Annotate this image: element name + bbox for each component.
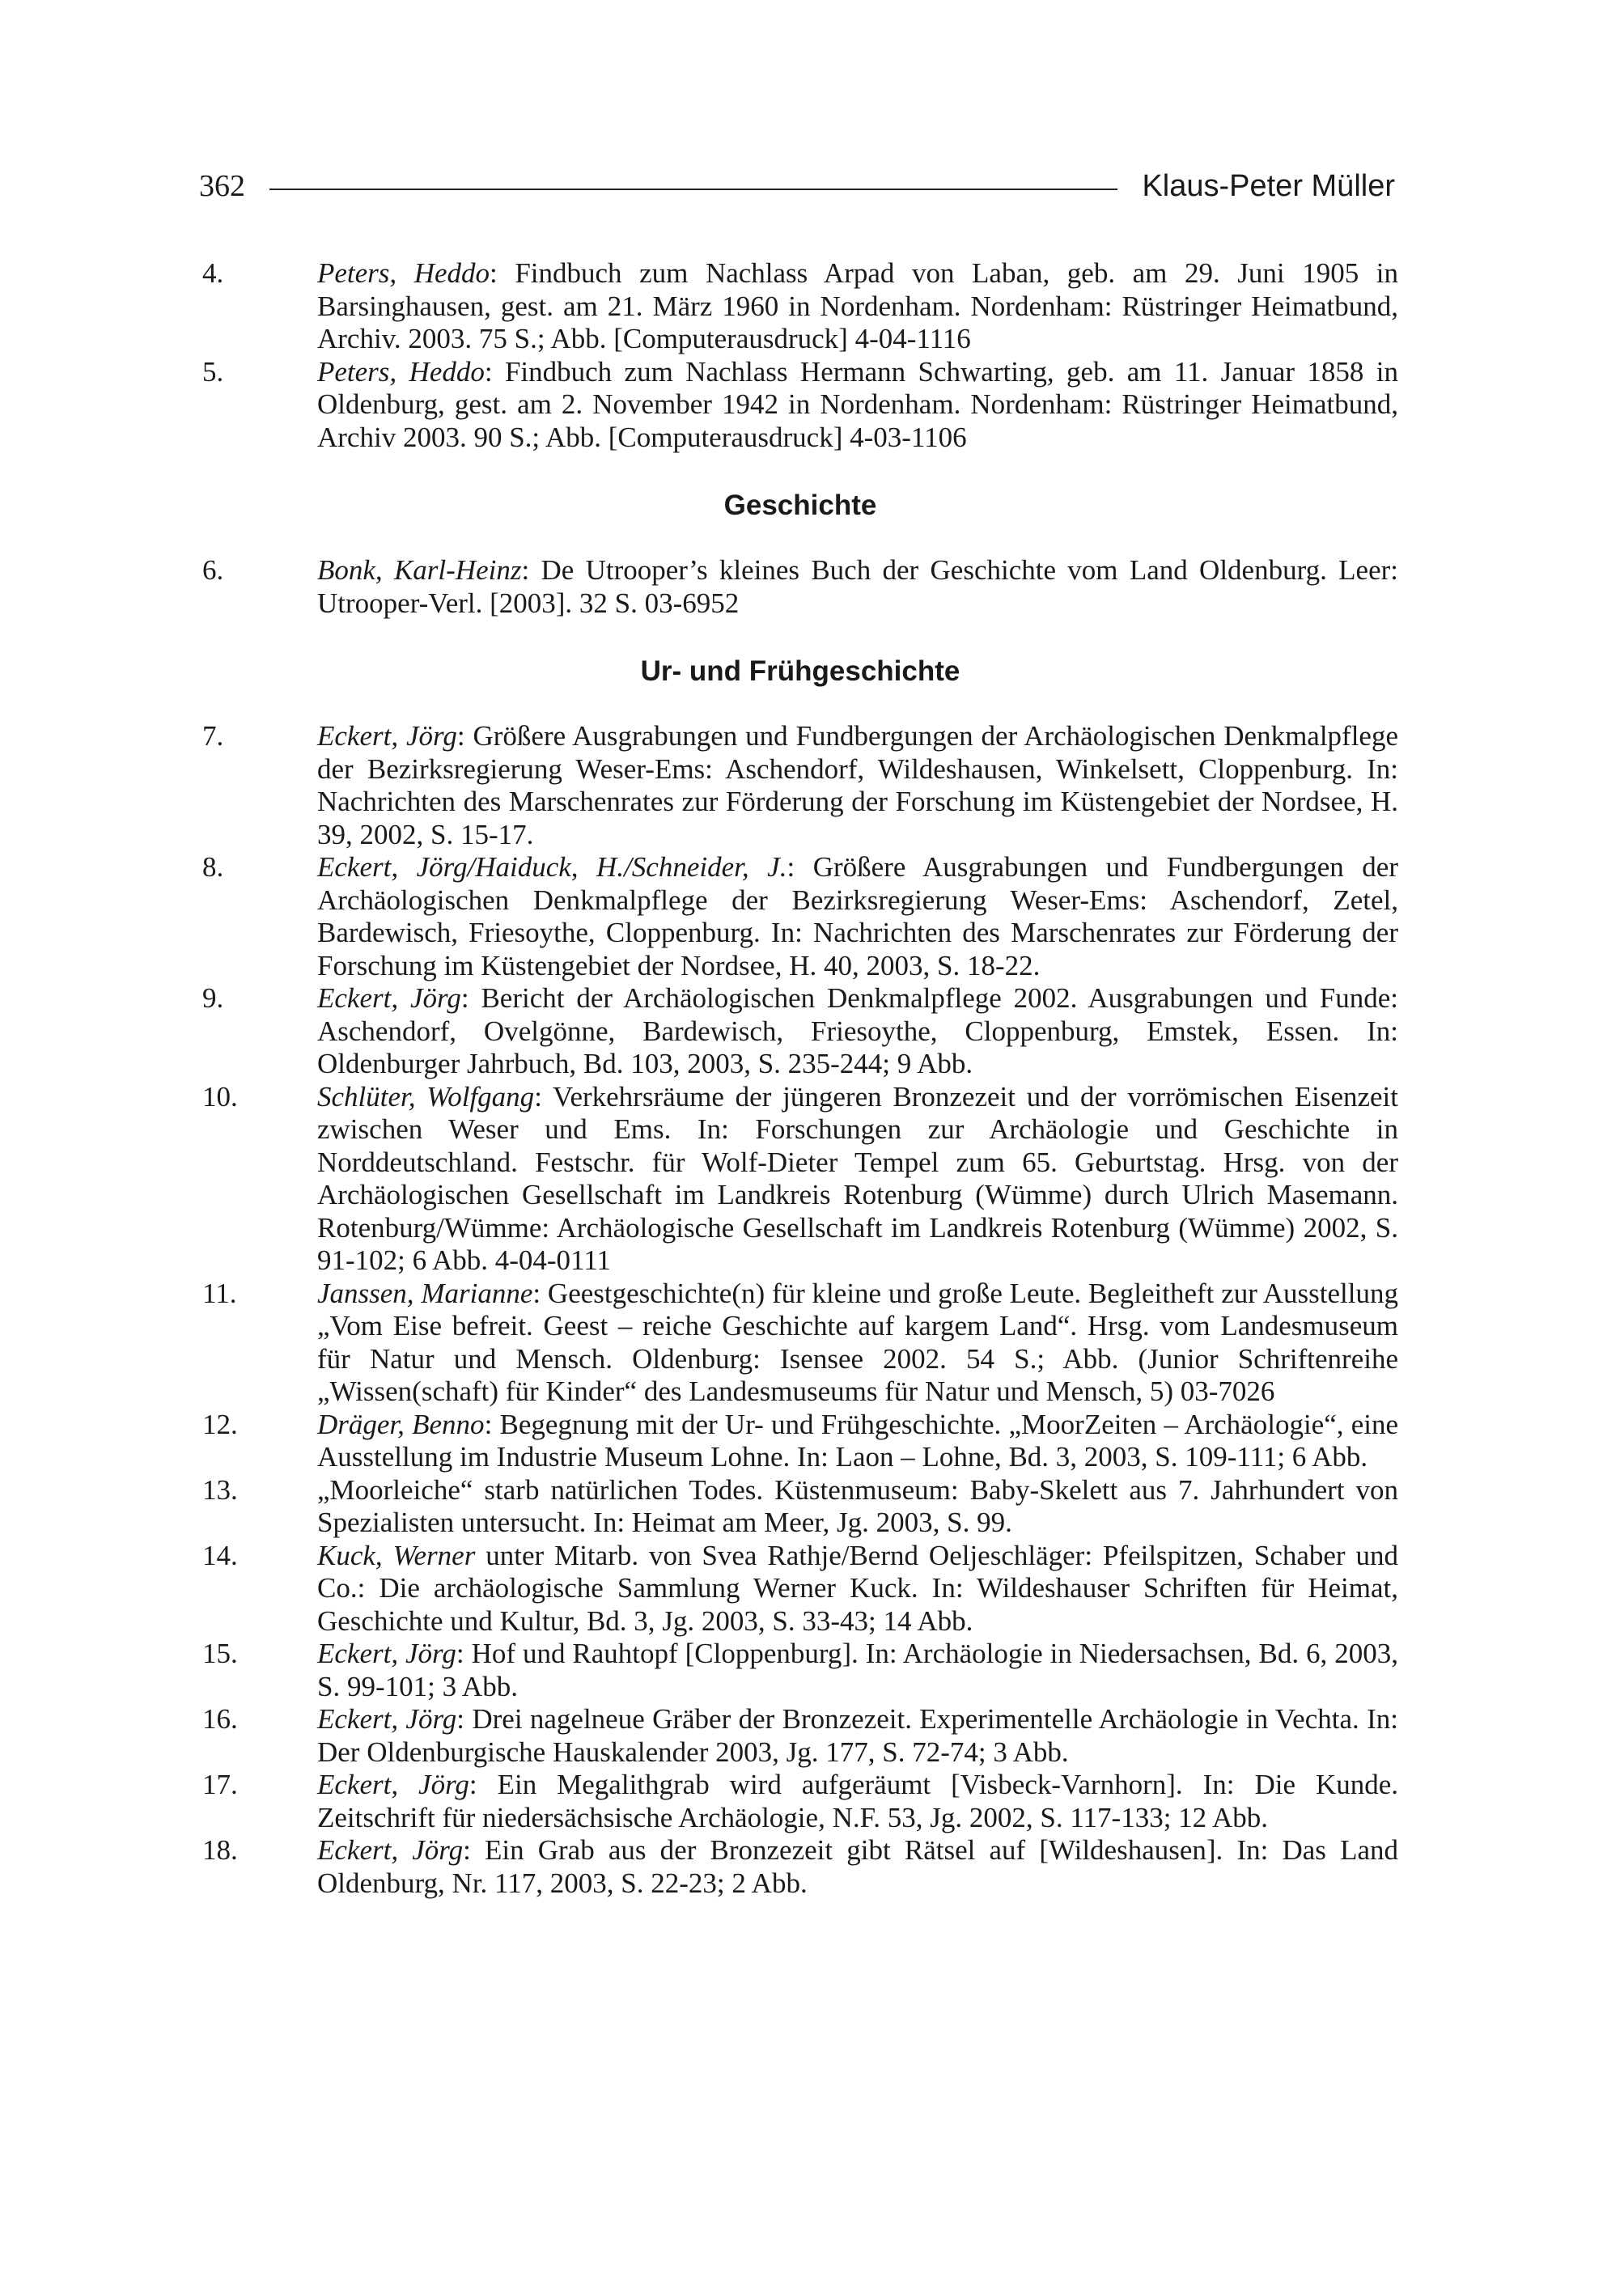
entry-text: [317, 1638, 1398, 1703]
entry-number: 8.: [202, 851, 224, 883]
entry-author: Eckert, Jörg: [317, 1638, 456, 1669]
bibliography-entry: [202, 1638, 1398, 1703]
entry-number: 16.: [202, 1703, 238, 1735]
bibliography-entry: [202, 356, 1398, 455]
entry-citation: : Verkehrsräume der jüngeren Bronzezeit und der vorrömischen Eisenzeit zwischen Weser und Ems. In: Forschungen zur Archäologie und Geschichte in Norddeutschland. Festschr. für Wolf-Dieter Tempel zum 65. Geburtstag. Hrsg. von der Archäologischen Gesellschaft im Landkreis Rotenburg (Wümme) durch Ulrich Masemann. Rotenburg/Wümme: Archäologische Gesellschaft im Landkreis Rotenburg (Wümme) 2002, S. 91-102; 6 Abb. 4-04-0111: [317, 1080, 1399, 1276]
entry-citation: unter Mitarb. von Svea Rathje/Bernd Oeljeschläger: Pfeilspitzen, Schaber und Co.: Die archäologische Sammlung Werner Kuck. In: Wildeshauser Schriften für Heimat, Geschichte und Kultur, Bd. 3, Jg. 2003, S. 33-43; 14 Abb.: [317, 1539, 1399, 1637]
section-heading: Geschichte: [723, 490, 877, 521]
bibliography-entry: [202, 1834, 1398, 1900]
bibliography-entry: [202, 1540, 1398, 1638]
entry-author: Janssen, Marianne: [317, 1277, 533, 1309]
bibliography-entry: [202, 982, 1398, 1081]
entry-author: Eckert, Jörg: [317, 982, 461, 1014]
entry-number: 9.: [202, 982, 224, 1014]
entry-number: 18.: [202, 1834, 238, 1866]
entry-text: [317, 982, 1398, 1081]
bibliography-entry: [202, 1278, 1398, 1409]
bibliography-entry: [202, 1081, 1398, 1278]
bibliography-entry: [202, 1474, 1398, 1540]
entry-text: [317, 1474, 1398, 1540]
entry-author: Bonk, Karl-Heinz: [317, 554, 522, 586]
entry-text: [317, 1278, 1398, 1409]
entry-citation: : Größere Ausgrabungen und Fundbergungen der Archäologischen Denkmalpflege der Bezirksregierung Weser-Ems: Aschendorf, Wildeshausen, Winkelsett, Cloppenburg. In: Nachrichten des Marschenrates zur Förderung der Forschung im Küstengebiet der Nordsee, H. 39, 2002, S. 15-17.: [317, 720, 1398, 850]
page-header: [199, 162, 1395, 210]
entry-number: 7.: [202, 720, 224, 752]
entry-citation: : Ein Grab aus der Bronzezeit gibt Rätsel auf [Wildeshausen]. In: Das Land Oldenburg, Nr. 117, 2003, S. 22-23; 2 Abb.: [317, 1834, 1398, 1899]
entry-citation: „Moorleiche“ starb natürlichen Todes. Küstenmuseum: Baby-Skelett aus 7. Jahrhundert von Spezialisten untersucht. In: Heimat am Meer, Jg. 2003, S. 99.: [317, 1473, 1398, 1538]
entry-number: 13.: [202, 1473, 238, 1506]
bibliography-entry: [202, 1769, 1398, 1834]
header-rule: [269, 189, 1117, 190]
entry-text: [317, 1769, 1398, 1834]
entry-text: [317, 1409, 1398, 1474]
entry-text: [317, 1081, 1398, 1278]
entry-citation: : Findbuch zum Nachlass Arpad von Laban, geb. am 29. Juni 1905 in Barsinghausen, gest. am 21. März 1960 in Nordenham. Nordenham: Rüstringer Heimatbund, Archiv. 2003. 75 S.; Abb. [Computerausdruck] 4-04-1116: [317, 257, 1398, 354]
entry-text: [317, 720, 1398, 851]
page-number: 362: [199, 169, 245, 203]
entry-author: Peters, Heddo: [317, 355, 485, 388]
entry-citation: : Geestgeschichte(n) für kleine und große Leute. Begleitheft zur Ausstellung „Vom Eise befreit. Geest – reiche Geschichte auf kargem Land“. Hrsg. vom Landesmuseum für Natur und Mensch. Oldenburg: Isensee 2002. 54 S.; Abb. (Junior Schriftenreihe „Wissen(schaft) für Kinder“ des Landesmuseums für Natur und Mensch, 5) 03-7026: [317, 1277, 1398, 1407]
entry-citation: : Hof und Rauhtopf [Cloppenburg]. In: Archäologie in Niedersachsen, Bd. 6, 2003, S. 99-101; 3 Abb.: [317, 1638, 1399, 1702]
bibliography-content: [202, 257, 1398, 1900]
entry-text: [317, 851, 1398, 982]
bibliography-entry: [202, 1409, 1398, 1474]
entry-citation: : Begegnung mit der Ur- und Frühgeschichte. „MoorZeiten – Archäologie“, eine Ausstellung im Industrie Museum Lohne. In: Laon – Lohne, Bd. 3, 2003, S. 109-111; 6 Abb.: [317, 1408, 1398, 1473]
entry-citation: : Findbuch zum Nachlass Hermann Schwarting, geb. am 11. Januar 1858 in Oldenburg, gest. am 2. November 1942 in Nordenham. Nordenham: Rüstringer Heimatbund, Archiv 2003. 90 S.; Abb. [Computerausdruck] 4-03-1106: [317, 355, 1398, 453]
entry-number: 14.: [202, 1539, 238, 1571]
entry-author: Eckert, Jörg: [317, 1703, 457, 1735]
entry-author: Eckert, Jörg: [317, 720, 457, 752]
entry-author: Eckert, Jörg: [317, 1769, 469, 1800]
entry-text: [317, 257, 1398, 356]
entry-number: 17.: [202, 1769, 238, 1800]
entry-text: [317, 1540, 1398, 1638]
bibliography-entry: [202, 554, 1398, 620]
running-head: Klaus-Peter Müller: [1142, 168, 1395, 203]
entry-number: 6.: [202, 554, 224, 586]
entry-text: [317, 1834, 1398, 1900]
entry-citation: : De Utrooper’s kleines Buch der Geschichte vom Land Oldenburg. Leer: Utrooper-Verl. [2003]. 32 S. 03-6952: [317, 554, 1398, 619]
entry-number: 5.: [202, 355, 224, 388]
entry-author: Schlüter, Wolfgang: [317, 1080, 535, 1113]
entry-author: Dräger, Benno: [317, 1408, 485, 1440]
entry-citation: : Bericht der Archäologischen Denkmalpflege 2002. Ausgrabungen und Funde: Aschendorf, Ovelgönne, Bardewisch, Friesoythe, Cloppenburg, Emstek, Essen. In: Oldenburger Jahrbuch, Bd. 103, 2003, S. 235-244; 9 Abb.: [317, 982, 1398, 1079]
bibliography-entry: [202, 851, 1398, 982]
entry-number: 4.: [202, 257, 224, 289]
bibliography-entry: [202, 720, 1398, 851]
bibliography-entry: [202, 1703, 1398, 1769]
entry-number: 15.: [202, 1638, 238, 1669]
entry-text: [317, 554, 1398, 620]
entry-author: Kuck, Werner: [317, 1539, 476, 1571]
bibliography-entry: [202, 257, 1398, 356]
entry-text: [317, 1703, 1398, 1769]
entry-text: [317, 356, 1398, 455]
entry-citation: : Größere Ausgrabungen und Fundbergungen der Archäologischen Denkmalpflege der Bezirksregierung Weser-Ems: Aschendorf, Zetel, Bardewisch, Friesoythe, Cloppenburg. In: Nachrichten des Marschenrates zur Förderung der Forschung im Küstengebiet der Nordsee, H. 40, 2003, S. 18-22.: [317, 851, 1398, 981]
section-heading: Ur- und Frühgeschichte: [640, 655, 960, 687]
entry-citation: : Drei nagelneue Gräber der Bronzezeit. Experimentelle Archäologie in Vechta. In: Der Oldenburgische Hauskalender 2003, Jg. 177, S. 72-74; 3 Abb.: [317, 1703, 1398, 1768]
entry-number: 10.: [202, 1080, 238, 1113]
entry-number: 11.: [202, 1277, 237, 1309]
entry-number: 12.: [202, 1408, 238, 1440]
entry-author: Eckert, Jörg: [317, 1834, 464, 1866]
entry-author: Eckert, Jörg/Haiduck, H./Schneider, J.: [317, 851, 787, 883]
entry-citation: : Ein Megalithgrab wird aufgeräumt [Visbeck-Varnhorn]. In: Die Kunde. Zeitschrift für niedersächsische Archäologie, N.F. 53, Jg. 2002, S. 117-133; 12 Abb.: [317, 1769, 1399, 1833]
entry-author: Peters, Heddo: [317, 257, 490, 289]
